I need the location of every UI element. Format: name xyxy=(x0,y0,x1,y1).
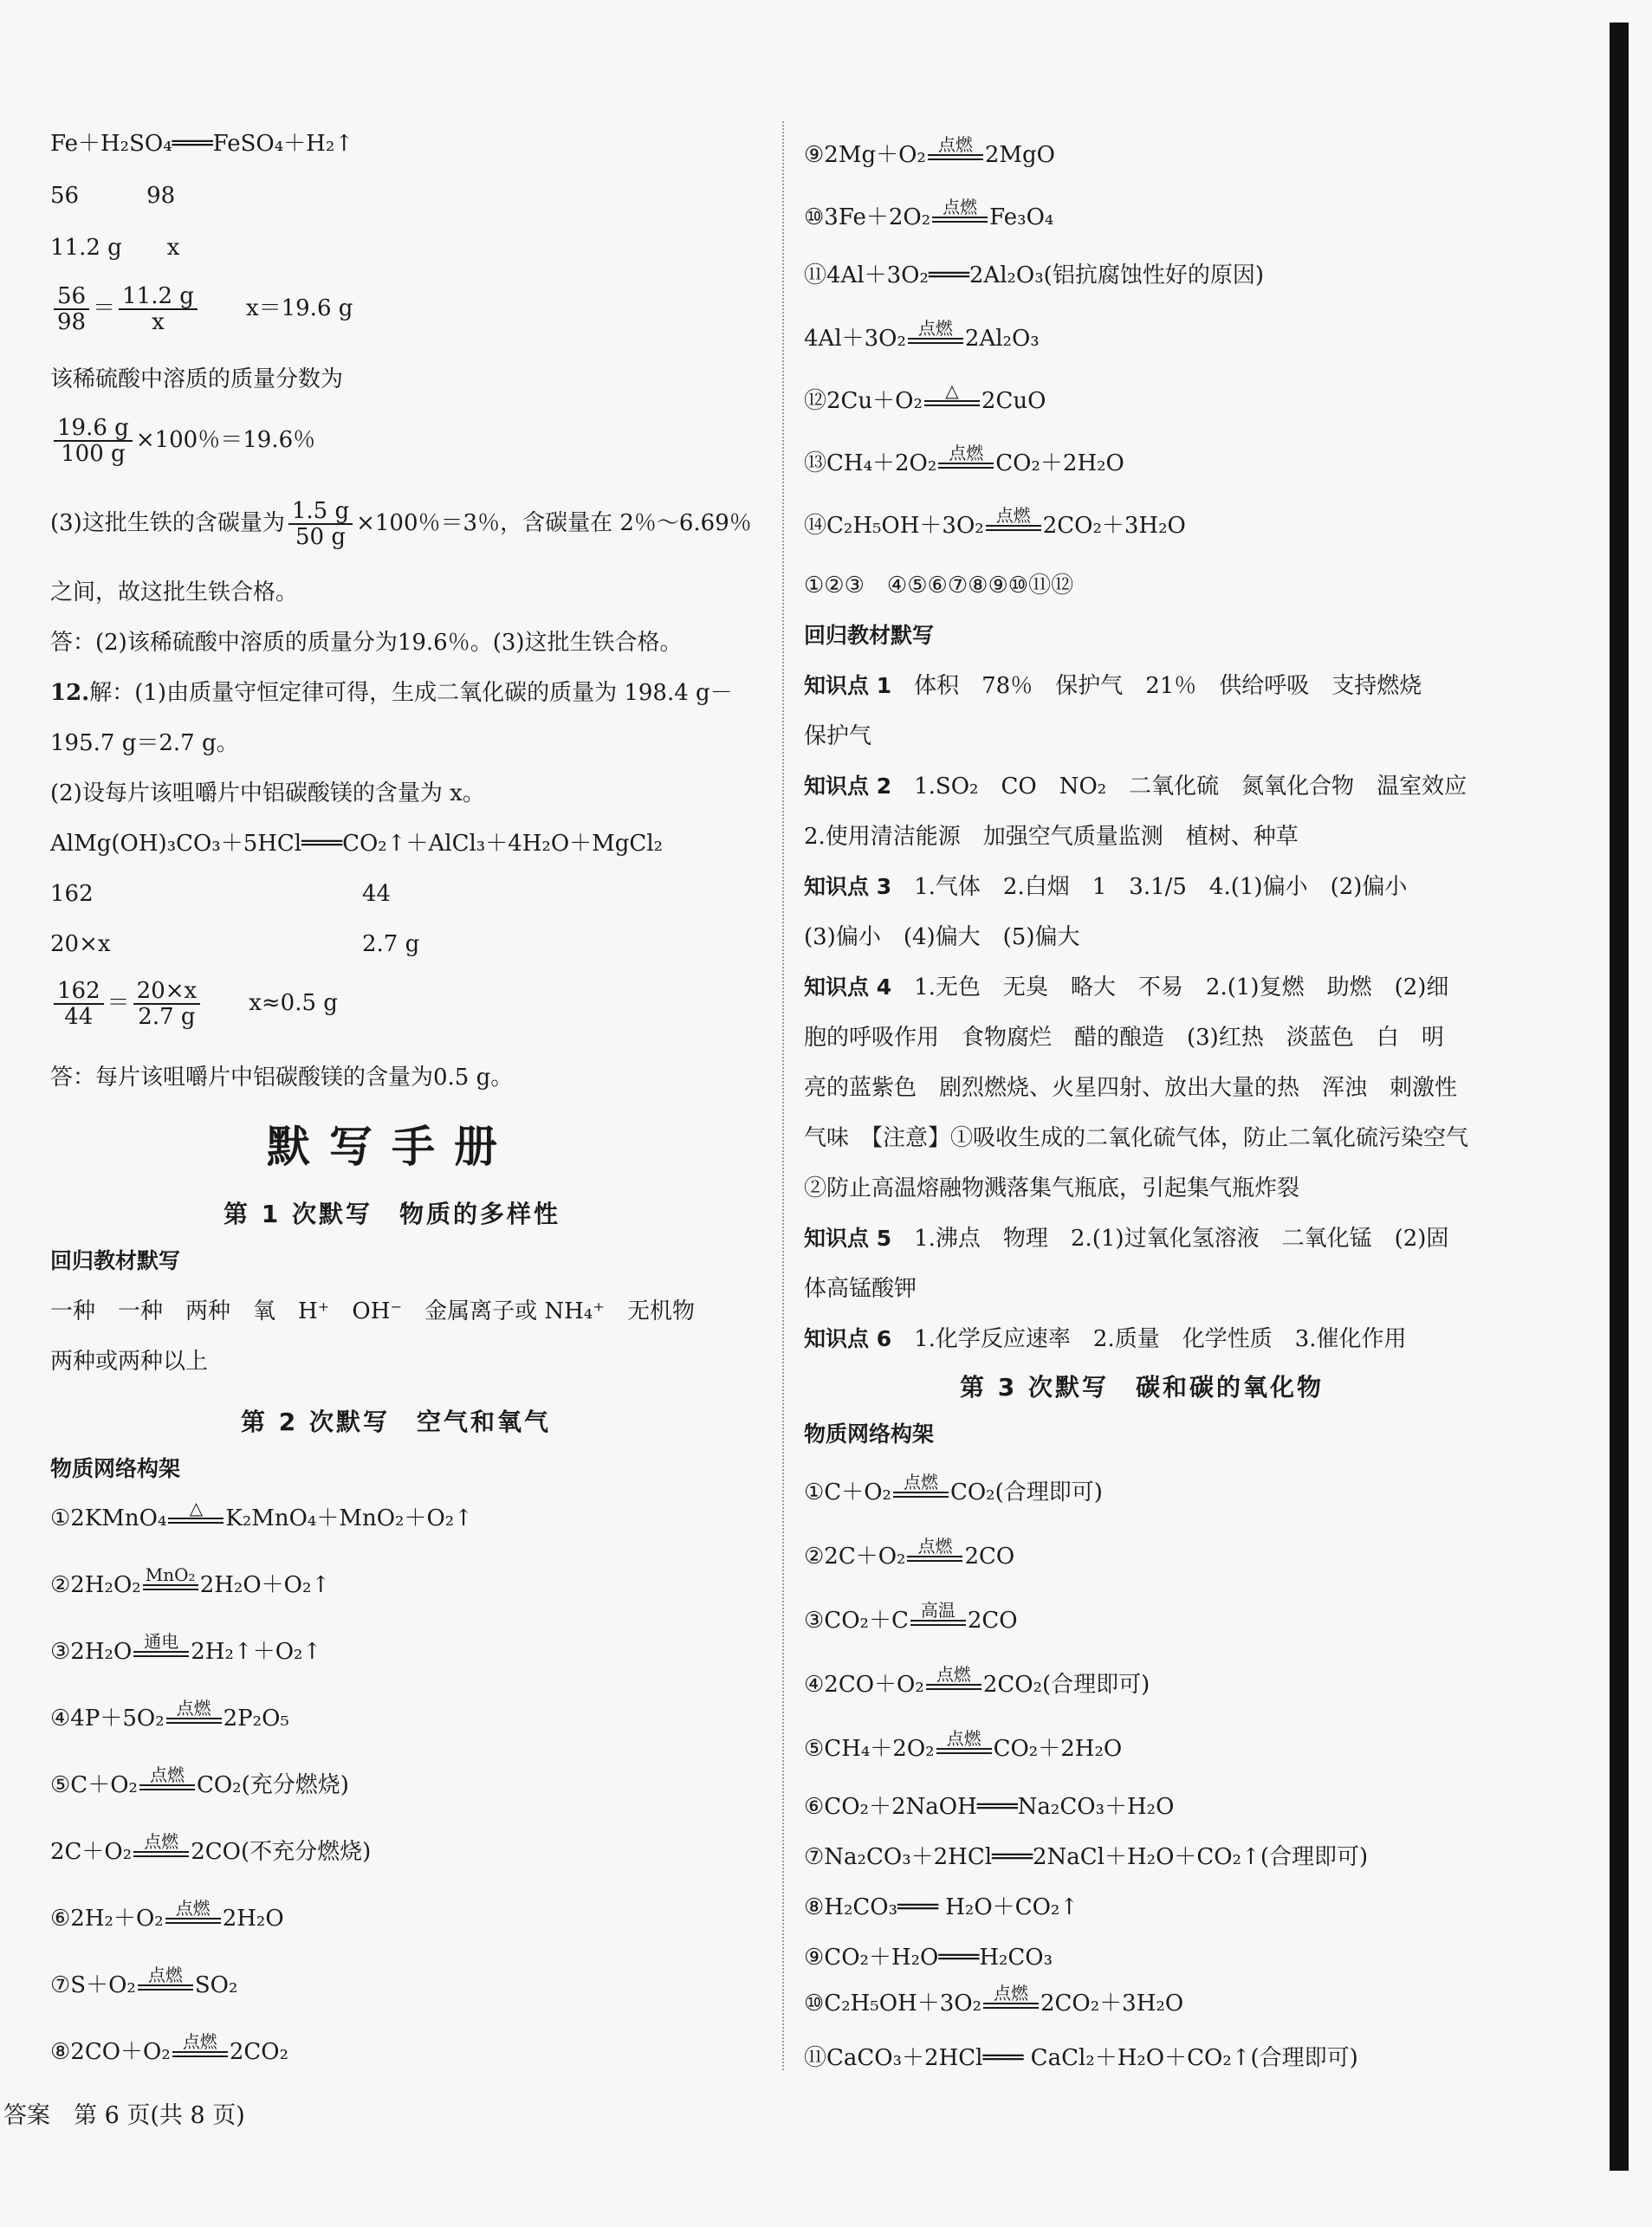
text-line xyxy=(50,930,111,958)
products: CO₂(合理即可) xyxy=(949,1479,1103,1505)
reaction-condition xyxy=(168,1499,224,1532)
reaction-condition xyxy=(165,1899,221,1932)
reaction-condition xyxy=(983,1984,1039,2017)
equation-line xyxy=(50,1699,289,1732)
text-span: 20×x xyxy=(50,931,111,957)
text-line: 亮的蓝紫色 剧烈燃烧、火星四射、放出大量的热 浑浊 刺激性 xyxy=(804,1075,1458,1101)
text-line: 195.7 g＝2.7 g。 xyxy=(50,730,239,756)
scan-edge-bar xyxy=(1610,23,1629,2171)
reactants: ⑤CH₄＋2O₂ xyxy=(804,1736,935,1762)
equation-line: ⑪CaCO₃＋2HCl═══ CaCl₂＋H₂O＋CO₂↑(合理即可) xyxy=(804,2045,1358,2071)
text-span: 44 xyxy=(362,881,392,907)
equals-sign xyxy=(983,2003,1039,2009)
equals-sign xyxy=(910,1620,966,1626)
equation-line xyxy=(804,1601,1018,1635)
reaction-condition xyxy=(138,1965,193,1999)
products: 2MgO xyxy=(984,142,1055,168)
equation-line xyxy=(804,197,1053,231)
equation-line xyxy=(50,2032,288,2066)
products: 2Al₂O₃ xyxy=(964,326,1040,352)
products: CO₂(充分燃烧) xyxy=(196,1772,349,1798)
knowledge-label: 知识点 6 xyxy=(804,1326,892,1351)
subsection-title: 物质网络构架 xyxy=(804,1421,935,1447)
reactants: ⑥2H₂＋O₂ xyxy=(50,1906,164,1932)
condition-label: 点燃 xyxy=(943,197,978,217)
condition-label: 点燃 xyxy=(917,1536,953,1557)
equals-sign xyxy=(932,217,988,223)
knowledge-label: 知识点 2 xyxy=(804,774,892,799)
fraction-line xyxy=(50,416,315,466)
reaction-condition xyxy=(926,1665,981,1699)
condition-label: 点燃 xyxy=(175,1898,211,1919)
products: 2H₂O＋O₂↑ xyxy=(199,1572,331,1598)
equation-line xyxy=(804,381,1046,415)
products: 2H₂O xyxy=(222,1906,284,1932)
condition-label: △ xyxy=(189,1498,204,1518)
equation-line xyxy=(50,1965,237,1999)
reactants: ⑩3Fe＋2O₂ xyxy=(804,204,931,230)
condition-label: △ xyxy=(945,380,959,401)
fraction-denominator: 44 xyxy=(64,1004,94,1030)
text-line: (2)设每片该咀嚼片中铝碳酸镁的含量为 x。 xyxy=(50,780,485,806)
equals-sign xyxy=(165,1918,221,1924)
section-title: 第 1 次默写 物质的多样性 xyxy=(224,1200,560,1228)
text-line: 一种 一种 两种 氧 H⁺ OH⁻ 金属离子或 NH₄⁺ 无机物 xyxy=(50,1298,695,1324)
text-line: 之间，故这批生铁合格。 xyxy=(50,579,299,605)
fraction-denominator: 100 g xyxy=(61,441,126,467)
reactants: ③2H₂O xyxy=(50,1639,133,1665)
knowledge-label: 知识点 5 xyxy=(804,1226,892,1251)
text-line: ②防止高温熔融物溅落集气瓶底，引起集气瓶炸裂 xyxy=(804,1175,1300,1201)
fraction-numerator: 19.6 g xyxy=(54,416,133,442)
products: 2P₂O₅ xyxy=(223,1706,289,1732)
reaction-condition xyxy=(936,1729,992,1763)
reactants: ④2CO＋O₂ xyxy=(804,1672,924,1698)
equation-line xyxy=(50,1565,330,1599)
fraction-denominator: 2.7 g xyxy=(138,1004,196,1030)
reaction-condition xyxy=(938,443,994,477)
equals-sign xyxy=(138,1984,193,1991)
equals-sign xyxy=(133,1851,189,1857)
equation-line xyxy=(804,1537,1014,1570)
knowledge-point xyxy=(804,873,1407,901)
equation-line: AlMg(OH)₃CO₃＋5HCl═══CO₂↑＋AlCl₃＋4H₂O＋MgCl₂ xyxy=(50,831,664,857)
section-title: 第 2 次默写 空气和氧气 xyxy=(241,1408,551,1436)
text-span: 体积 78％ 保护气 21％ 供给呼吸 支持燃烧 xyxy=(914,673,1422,699)
text-line: 体高锰酸钾 xyxy=(804,1276,917,1302)
reactants: ③CO₂＋C xyxy=(804,1608,909,1634)
condition-label: 点燃 xyxy=(182,2031,217,2052)
condition-label: 点燃 xyxy=(936,1664,971,1685)
handbook-title: 默写手册 xyxy=(267,1122,516,1172)
condition-label: 点燃 xyxy=(946,1728,981,1749)
text-span: 1.无色 无臭 略大 不易 2.(1)复燃 助燃 (2)细 xyxy=(914,974,1449,1000)
equals-sign xyxy=(168,1518,224,1524)
text-span: 1.化学反应速率 2.质量 化学性质 3.催化作用 xyxy=(914,1326,1407,1352)
condition-label: 点燃 xyxy=(176,1698,211,1719)
equation-line xyxy=(804,443,1124,477)
products: Fe₃O₄ xyxy=(989,204,1054,230)
products: 2CO₂(合理即可) xyxy=(982,1672,1150,1698)
reactants: 4Al＋3O₂ xyxy=(804,326,906,352)
fraction-numerator: 162 xyxy=(54,979,104,1005)
reactants: ①2KMnO₄ xyxy=(50,1505,167,1531)
reaction-condition xyxy=(986,506,1041,540)
reactants: ②2H₂O₂ xyxy=(50,1572,141,1598)
text-span: 162 xyxy=(50,881,94,907)
products: 2CO₂＋3H₂O xyxy=(1042,513,1186,539)
equation-line: ⑨CO₂＋H₂O═══H₂CO₃ xyxy=(804,1945,1053,1971)
text-line: 该稀硫酸中溶质的质量分数为 xyxy=(50,366,344,392)
question-number: 12. xyxy=(50,680,90,706)
reactants: ②2C＋O₂ xyxy=(804,1544,906,1570)
condition-label: 点燃 xyxy=(937,134,973,155)
condition-label: 点燃 xyxy=(949,443,984,463)
equation-line: ⑪4Al＋3O₂═══2Al₂O₃(铝抗腐蚀性好的原因) xyxy=(804,262,1264,288)
fraction-line xyxy=(50,499,752,549)
equals-sign xyxy=(139,1784,195,1790)
products: 2CO xyxy=(967,1608,1018,1634)
equals-sign xyxy=(166,1718,222,1724)
condition-label: 通电 xyxy=(144,1631,179,1652)
equals-sign xyxy=(926,1684,981,1690)
knowledge-label: 知识点 1 xyxy=(804,673,892,698)
reaction-condition xyxy=(924,381,980,415)
equation-line xyxy=(804,1984,1183,2017)
text-span: 1.气体 2.白烟 1 3.1/5 4.(1)偏小 (2)偏小 xyxy=(914,874,1408,900)
reaction-condition xyxy=(166,1699,222,1732)
reaction-condition xyxy=(139,1765,195,1799)
condition-label: 点燃 xyxy=(149,1764,185,1785)
subsection-title: 回归教材默写 xyxy=(804,623,935,648)
equals-sign xyxy=(938,463,994,469)
equals-sign xyxy=(908,338,963,344)
equation-line xyxy=(50,1499,473,1532)
reaction-condition xyxy=(133,1832,189,1866)
text-line: 两种或两种以上 xyxy=(50,1349,209,1375)
products: 2CO₂ xyxy=(229,2039,288,2065)
reaction-condition xyxy=(143,1565,198,1599)
equals-sign xyxy=(893,1492,949,1498)
text-line xyxy=(50,880,94,908)
condition-label: 点燃 xyxy=(994,1983,1028,2004)
text-line: 气味 【注意】①吸收生成的二氧化硫气体，防止二氧化硫污染空气 xyxy=(804,1125,1469,1151)
equals-sign xyxy=(928,154,983,160)
reaction-condition xyxy=(172,2032,228,2066)
fraction-numerator: 20×x xyxy=(133,979,201,1005)
equation-line: ⑦Na₂CO₃＋2HCl═══2NaCl＋H₂O＋CO₂↑(合理即可) xyxy=(804,1844,1369,1870)
subsection-title: 回归教材默写 xyxy=(50,1248,181,1273)
text-span: 1.沸点 物理 2.(1)过氧化氢溶液 二氧化锰 (2)固 xyxy=(914,1226,1449,1252)
condition-label: 点燃 xyxy=(995,505,1031,526)
text-span: 解：(1)由质量守恒定律可得，生成二氧化碳的质量为 198.4 g－ xyxy=(89,680,733,706)
fraction-denominator: x xyxy=(152,309,165,335)
text-line xyxy=(362,930,419,958)
products: CO₂＋2H₂O xyxy=(993,1736,1123,1762)
equals-sign xyxy=(172,2051,228,2057)
knowledge-point xyxy=(804,974,1448,1001)
reaction-condition xyxy=(907,1537,962,1570)
fraction-denominator: 98 xyxy=(57,309,87,335)
result-text: x＝19.6 g xyxy=(245,295,353,321)
condition-label: 点燃 xyxy=(144,1831,179,1852)
text-line: 答：(2)该稀硫酸中溶质的质量分为19.6％。(3)这批生铁合格。 xyxy=(50,630,683,656)
condition-label: MnO₂ xyxy=(145,1564,196,1585)
knowledge-label: 知识点 3 xyxy=(804,874,892,899)
condition-label: 高温 xyxy=(920,1600,956,1621)
page-footer: 答案 第 6 页(共 8 页) xyxy=(3,2102,245,2129)
text-line: 答：每片该咀嚼片中铝碳酸镁的含量为0.5 g。 xyxy=(50,1065,514,1091)
column-divider xyxy=(782,121,784,2070)
products: 2H₂↑＋O₂↑ xyxy=(191,1639,322,1665)
text-line: 胞的呼吸作用 食物腐烂 醋的酿造 (3)红热 淡蓝色 白 明 xyxy=(804,1025,1444,1051)
equation-line xyxy=(804,319,1040,353)
reactants: ⑭C₂H₅OH＋3O₂ xyxy=(804,513,984,539)
products: 2CO xyxy=(964,1544,1015,1570)
reactants: ⑧2CO＋O₂ xyxy=(50,2039,171,2065)
knowledge-label: 知识点 4 xyxy=(804,974,892,1000)
fraction-numerator: 1.5 g xyxy=(288,499,353,525)
text-line xyxy=(50,679,733,707)
reactants: ⑦S＋O₂ xyxy=(50,1972,136,1998)
equals-sign xyxy=(986,525,1041,531)
equation-line xyxy=(804,506,1186,540)
equation-line xyxy=(804,135,1055,169)
text-span: 2.7 g xyxy=(362,931,420,957)
equation-line: ⑥CO₂＋2NaOH═══Na₂CO₃＋H₂O xyxy=(804,1794,1175,1820)
reactants: ④4P＋5O₂ xyxy=(50,1706,165,1732)
products: 2CO₂＋3H₂O xyxy=(1040,1991,1184,2017)
equation-line xyxy=(50,1832,371,1866)
knowledge-point xyxy=(804,672,1422,700)
section-title: 第 3 次默写 碳和碳的氧化物 xyxy=(960,1373,1324,1402)
products: 2CO(不充分燃烧) xyxy=(191,1839,372,1865)
fraction-numerator: 56 xyxy=(54,284,89,310)
reaction-condition xyxy=(910,1601,966,1635)
subsection-title: 物质网络构架 xyxy=(50,1456,181,1481)
equals-sign xyxy=(936,1748,992,1754)
reaction-condition xyxy=(893,1473,949,1506)
fraction-line: $\frac{56}{98}$ ＝ $\frac{11.2 g}{x}$ x＝19.6 g xyxy=(50,284,353,334)
text-line: (3)偏小 (4)偏大 (5)偏大 xyxy=(804,924,1080,950)
text-line: 保护气 xyxy=(804,723,872,749)
equals-sign xyxy=(143,1584,198,1590)
text-line: 11.2 g x xyxy=(50,235,180,261)
text-line: 2.使用清洁能源 加强空气质量监测 植树、种草 xyxy=(804,824,1299,850)
condition-label: 点燃 xyxy=(917,318,953,339)
fraction-denominator: 50 g xyxy=(295,524,346,550)
equation-line xyxy=(50,1899,284,1932)
equation-line: Fe＋H₂SO₄═══FeSO₄＋H₂↑ xyxy=(50,131,354,157)
reactants: ⑫2Cu＋O₂ xyxy=(804,388,923,414)
text-span: (3)这批生铁的含碳量为 xyxy=(50,510,285,536)
condition-label: 点燃 xyxy=(903,1472,938,1492)
reaction-condition xyxy=(932,197,988,231)
fraction-numerator: 11.2 g xyxy=(119,284,198,310)
equation-line xyxy=(804,1729,1122,1763)
knowledge-point xyxy=(804,773,1467,800)
reactants: ⑬CH₄＋2O₂ xyxy=(804,450,937,476)
text-span: 1.SO₂ CO NO₂ 二氧化硫 氮氧化合物 温室效应 xyxy=(914,774,1467,800)
reaction-condition xyxy=(908,319,963,353)
result-text: x≈0.5 g xyxy=(249,990,338,1016)
reaction-condition xyxy=(133,1632,189,1666)
reactants: ⑩C₂H₅OH＋3O₂ xyxy=(804,1991,981,2017)
reactants: ⑤C＋O₂ xyxy=(50,1772,138,1798)
products: K₂MnO₄＋MnO₂＋O₂↑ xyxy=(225,1505,473,1531)
equation-line xyxy=(50,1632,321,1666)
fraction-line: $\frac{162}{44}$ ＝ $\frac{20\times x}{2.7 g}$ x≈0.5 g xyxy=(50,979,338,1029)
equation-line xyxy=(50,1765,349,1799)
equation-line xyxy=(804,1665,1150,1699)
knowledge-point xyxy=(804,1225,1448,1253)
equals-sign xyxy=(924,400,980,406)
equals-sign xyxy=(907,1556,962,1562)
products: CO₂＋2H₂O xyxy=(995,450,1124,476)
text-line xyxy=(362,880,391,908)
text-line: ①②③ ④⑤⑥⑦⑧⑨⑩⑪⑫ xyxy=(804,573,1074,599)
reactants: ①C＋O₂ xyxy=(804,1479,891,1505)
reaction-condition xyxy=(928,135,983,169)
condition-label: 点燃 xyxy=(147,1965,183,1985)
reactants: ⑨2Mg＋O₂ xyxy=(804,142,926,168)
equals-sign xyxy=(133,1651,189,1657)
text-line: 56 98 xyxy=(50,183,176,209)
result-text: ×100％＝19.6％ xyxy=(135,427,316,453)
products: 2CuO xyxy=(981,388,1046,414)
knowledge-point xyxy=(804,1325,1407,1353)
products: SO₂ xyxy=(194,1972,238,1998)
reactants: 2C＋O₂ xyxy=(50,1839,133,1865)
text-span: ×100％＝3％，含碳量在 2％～6.69％ xyxy=(356,510,752,536)
equation-line: ⑧H₂CO₃═══ H₂O＋CO₂↑ xyxy=(804,1894,1079,1920)
equation-line xyxy=(804,1473,1103,1506)
